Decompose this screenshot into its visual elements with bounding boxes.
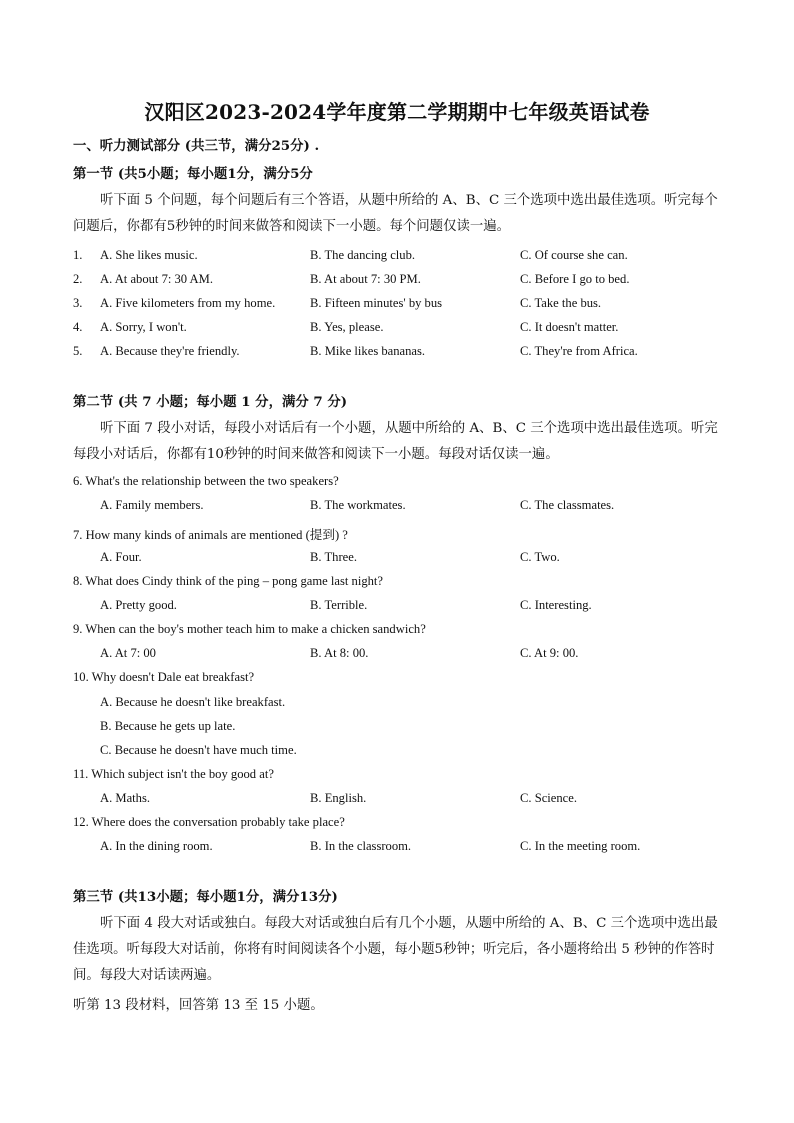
section3-instructions: 听下面 4 段大对话或独白。每段大对话或独白后有几个小题，从题中所给的 A、B、C 三个选项中选出最佳选项。听每段大对话前，你将有时间阅读各个小题，每小题5秒钟；听完后，各小题将给出 5 秒钟的作答时间。每段大对话读两遍。 — [73, 916, 718, 983]
option-b: B. Yes, please. — [310, 320, 384, 334]
option-c: C. Two. — [520, 550, 560, 564]
option-a: A. Five kilometers from my home. — [100, 296, 276, 310]
option-b: B. Terrible. — [310, 598, 368, 612]
exam-title: 汉阳区2023-2024学年度第二学期期中七年级英语试卷 — [144, 100, 650, 124]
section3-note: 听第 13 段材料，回答第 13 至 15 小题。 — [73, 998, 324, 1013]
option-b: B. The dancing club. — [310, 248, 416, 262]
option-c: C. In the meeting room. — [520, 839, 641, 853]
option-c: C. Of course she can. — [520, 248, 628, 262]
option-a: A. Maths. — [100, 791, 151, 805]
option-c: C. They're from Africa. — [520, 344, 638, 358]
option-b: B. Three. — [310, 550, 357, 564]
question-stem: 10. Why doesn't Dale eat breakfast? — [73, 670, 255, 684]
option-c: C. Because he doesn't have much time. — [100, 743, 297, 757]
option-b: B. Mike likes bananas. — [310, 344, 426, 358]
question-number: 3. — [73, 296, 83, 310]
option-b: B. Fifteen minutes' by bus — [310, 296, 443, 310]
option-b: B. In the classroom. — [310, 839, 412, 853]
option-a: A. In the dining room. — [100, 839, 213, 853]
section2-heading: 第二节 (共 7 小题；每小题 1 分，满分 7 分) — [73, 394, 348, 410]
option-a: A. Family members. — [100, 498, 204, 512]
part1-heading: 一、听力测试部分 (共三节，满分25分) . — [73, 138, 320, 154]
question-number: 5. — [73, 344, 83, 358]
option-a: A. Because he doesn't like breakfast. — [100, 695, 286, 709]
option-c: C. The classmates. — [520, 498, 615, 512]
question-stem: 6. What's the relationship between the two speakers? — [73, 474, 339, 488]
option-c: C. Interesting. — [520, 598, 592, 612]
option-a: A. She likes music. — [100, 248, 198, 262]
option-b: B. Because he gets up late. — [100, 719, 236, 733]
option-a: A. At about 7: 30 AM. — [100, 272, 213, 286]
option-c: C. At 9: 00. — [520, 646, 579, 660]
option-a: A. Sorry, I won't. — [100, 320, 187, 334]
option-a: A. Four. — [100, 550, 142, 564]
section3-heading: 第三节 (共13小题；每小题1分，满分13分) — [73, 889, 338, 905]
option-b: B. The workmates. — [310, 498, 406, 512]
option-a: A. Pretty good. — [100, 598, 177, 612]
question-stem: 11. Which subject isn't the boy good at? — [73, 767, 274, 781]
question-number: 1. — [73, 248, 83, 262]
option-a: A. Because they're friendly. — [100, 344, 240, 358]
question-stem: 7. How many kinds of animals are mentioned (提到) ? — [73, 528, 348, 542]
option-c: C. Science. — [520, 791, 578, 805]
option-b: B. English. — [310, 791, 367, 805]
option-c: C. It doesn't matter. — [520, 320, 619, 334]
question-number: 2. — [73, 272, 83, 286]
option-b: B. At about 7: 30 PM. — [310, 272, 421, 286]
section1-heading: 第一节 (共5小题；每小题1分，满分5分 — [73, 166, 313, 182]
option-c: C. Take the bus. — [520, 296, 602, 310]
question-number: 4. — [73, 320, 83, 334]
question-stem: 9. When can the boy's mother teach him to make a chicken sandwich? — [73, 622, 426, 636]
section2-instructions: 听下面 7 段小对话，每段小对话后有一个小题，从题中所给的 A、B、C 三个选项中选出最佳选项。听完每段小对话后，你都有10秒钟的时间来做答和阅读下一小题。每段对话仅读一遍。 — [73, 421, 718, 462]
option-b: B. At 8: 00. — [310, 646, 369, 660]
option-a: A. At 7: 00 — [100, 646, 156, 660]
option-c: C. Before I go to bed. — [520, 272, 630, 286]
question-stem: 12. Where does the conversation probably take place? — [73, 815, 345, 829]
question-stem: 8. What does Cindy think of the ping – pong game last night? — [73, 574, 384, 588]
section1-instructions: 听下面 5 个问题，每个问题后有三个答语，从题中所给的 A、B、C 三个选项中选出最佳选项。听完每个问题后，你都有5秒钟的时间来做答和阅读下一小题。每个问题仅读一遍。 — [73, 193, 718, 234]
